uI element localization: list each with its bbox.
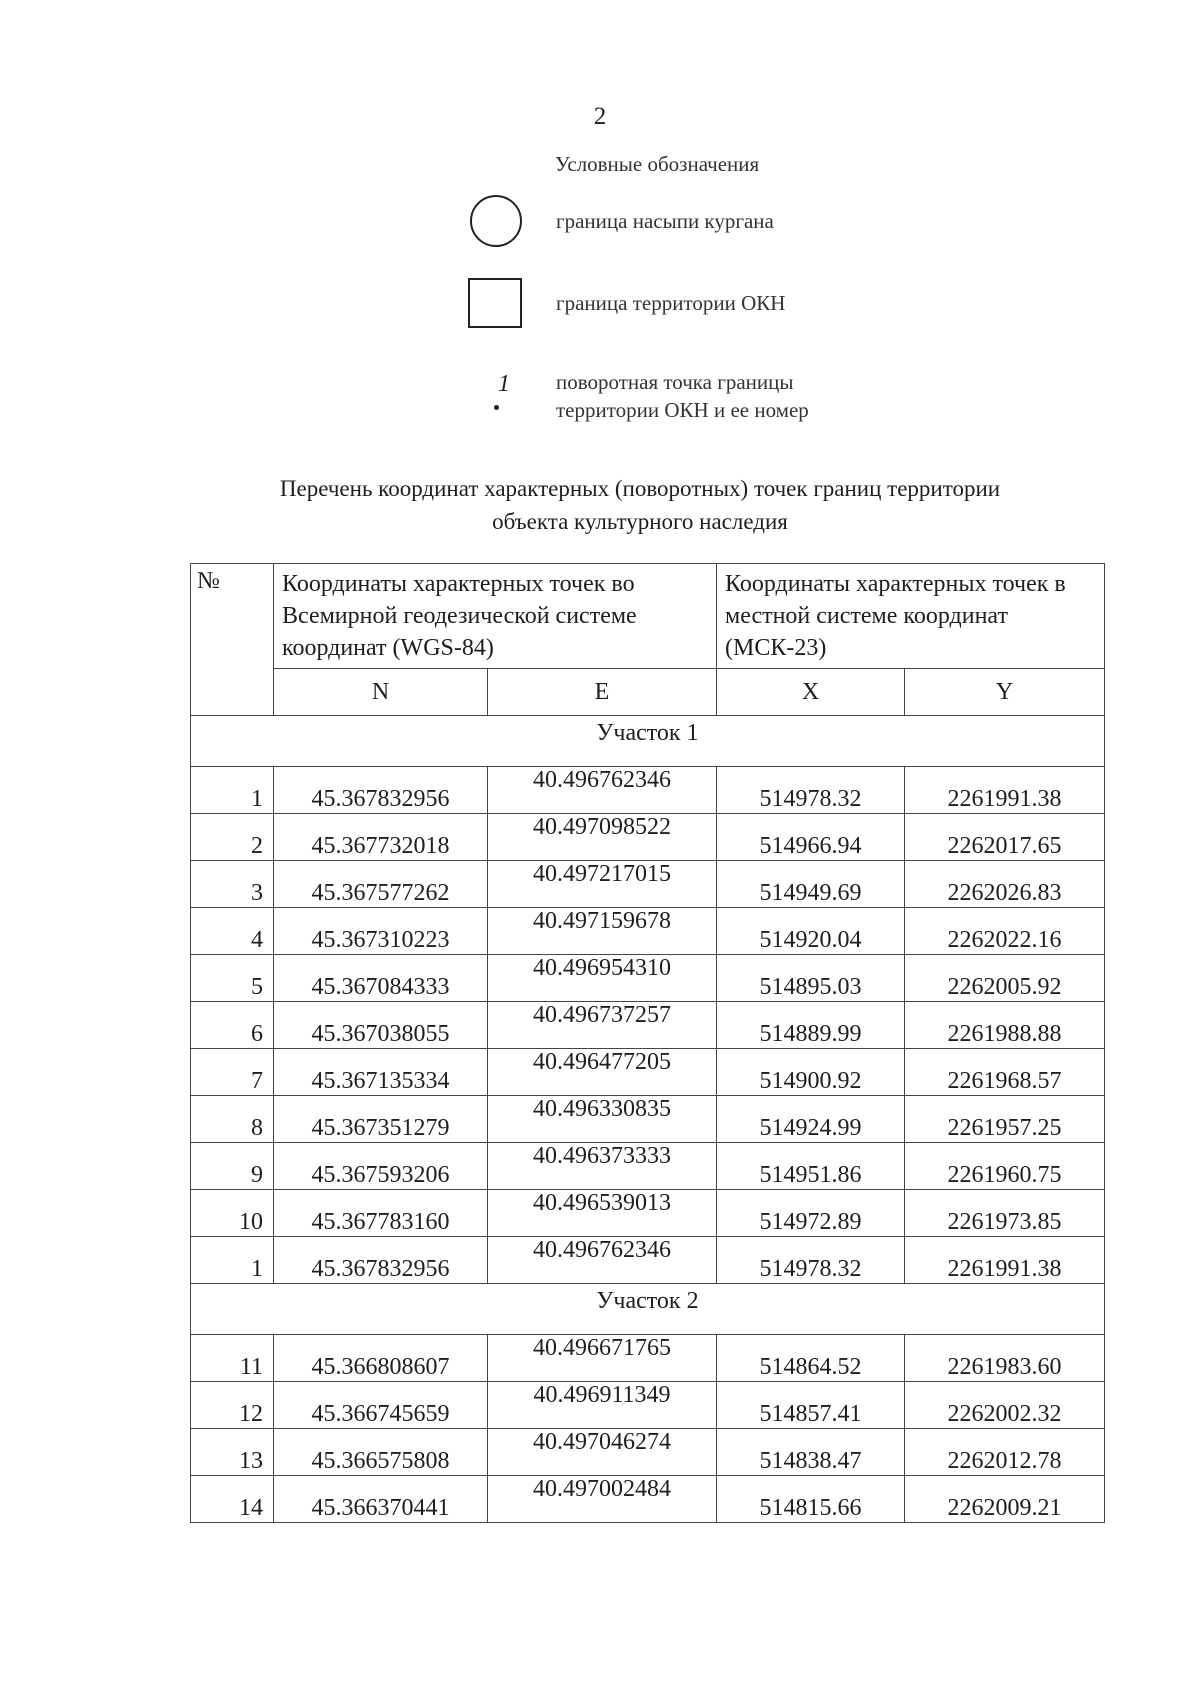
cell-y: 2261991.38 (905, 1237, 1105, 1284)
cell-point-number: 11 (191, 1335, 274, 1382)
cell-x: 514949.69 (717, 861, 905, 908)
point-dot (494, 405, 499, 410)
cell-x: 514924.99 (717, 1096, 905, 1143)
cell-n: 45.367832956 (274, 1237, 488, 1284)
cell-e: 40.496671765 (488, 1335, 717, 1382)
table-row (191, 1237, 1105, 1284)
table-row (191, 814, 1105, 861)
cell-e: 40.497217015 (488, 861, 717, 908)
cell-e: 40.497098522 (488, 814, 717, 861)
cell-n: 45.366808607 (274, 1335, 488, 1382)
table-row (191, 1190, 1105, 1237)
cell-e: 40.496911349 (488, 1382, 717, 1429)
cell-n: 45.367732018 (274, 814, 488, 861)
cell-y: 2261983.60 (905, 1335, 1105, 1382)
cell-y: 2261968.57 (905, 1049, 1105, 1096)
cell-n: 45.367832956 (274, 767, 488, 814)
cell-point-number: 6 (191, 1002, 274, 1049)
cell-y: 2261988.88 (905, 1002, 1105, 1049)
cell-x: 514815.66 (717, 1476, 905, 1523)
cell-x: 514889.99 (717, 1002, 905, 1049)
header-msk23: Координаты характерных точек в местной системе координат (МСК-23) (717, 564, 1105, 669)
cell-x: 514966.94 (717, 814, 905, 861)
table-row (191, 908, 1105, 955)
cell-x: 514864.52 (717, 1335, 905, 1382)
cell-y: 2262026.83 (905, 861, 1105, 908)
cell-x: 514951.86 (717, 1143, 905, 1190)
cell-n: 45.367593206 (274, 1143, 488, 1190)
cell-e: 40.496762346 (488, 767, 717, 814)
cell-point-number: 2 (191, 814, 274, 861)
square-icon (468, 278, 522, 328)
cell-y: 2261991.38 (905, 767, 1105, 814)
cell-point-number: 5 (191, 955, 274, 1002)
section-row (191, 716, 1105, 767)
header-x: X (717, 669, 905, 716)
cell-e: 40.496539013 (488, 1190, 717, 1237)
cell-n: 45.367783160 (274, 1190, 488, 1237)
list-title-line1: Перечень координат характерных (поворотных) точек границ территории (279, 476, 1001, 501)
cell-point-number: 8 (191, 1096, 274, 1143)
table-row (191, 1335, 1105, 1382)
cell-y: 2262009.21 (905, 1476, 1105, 1523)
legend-text (556, 368, 809, 424)
header-y: Y (905, 669, 1105, 716)
cell-point-number: 4 (191, 908, 274, 955)
cell-y: 2262005.92 (905, 955, 1105, 1002)
cell-n: 45.366745659 (274, 1382, 488, 1429)
circle-icon (470, 195, 522, 247)
table-row (191, 767, 1105, 814)
cell-point-number: 12 (191, 1382, 274, 1429)
cell-n: 45.367310223 (274, 908, 488, 955)
cell-y: 2261973.85 (905, 1190, 1105, 1237)
cell-x: 514920.04 (717, 908, 905, 955)
list-title-line2: объекта культурного наследия (492, 509, 788, 534)
cell-point-number: 13 (191, 1429, 274, 1476)
cell-e: 40.496954310 (488, 955, 717, 1002)
table-row (191, 1143, 1105, 1190)
cell-x: 514895.03 (717, 955, 905, 1002)
cell-n: 45.366575808 (274, 1429, 488, 1476)
table-row (191, 1382, 1105, 1429)
turning-point-icon (468, 369, 522, 423)
cell-n: 45.367038055 (274, 1002, 488, 1049)
legend-item-mound-boundary (470, 195, 774, 247)
table-row (191, 955, 1105, 1002)
cell-n: 45.367351279 (274, 1096, 488, 1143)
legend-text: граница территории ОКН (556, 291, 786, 315)
cell-e: 40.497046274 (488, 1429, 717, 1476)
cell-x: 514972.89 (717, 1190, 905, 1237)
cell-n: 45.366370441 (274, 1476, 488, 1523)
legend-text-line2: территории ОКН и ее номер (556, 398, 809, 422)
cell-x: 514838.47 (717, 1429, 905, 1476)
cell-e: 40.496737257 (488, 1002, 717, 1049)
table-row (191, 1429, 1105, 1476)
cell-point-number: 9 (191, 1143, 274, 1190)
legend-item-territory-boundary (468, 278, 785, 328)
section-row (191, 1284, 1105, 1335)
section-title: Участок 1 (191, 716, 1105, 767)
cell-e: 40.496330835 (488, 1096, 717, 1143)
legend-text: граница насыпи кургана (556, 209, 774, 233)
cell-n: 45.367577262 (274, 861, 488, 908)
cell-point-number: 14 (191, 1476, 274, 1523)
cell-point-number: 7 (191, 1049, 274, 1096)
table-row (191, 1002, 1105, 1049)
cell-n: 45.367084333 (274, 955, 488, 1002)
cell-y: 2261957.25 (905, 1096, 1105, 1143)
point-number: 1 (498, 371, 510, 397)
cell-y: 2262022.16 (905, 908, 1105, 955)
cell-n: 45.367135334 (274, 1049, 488, 1096)
cell-x: 514978.32 (717, 767, 905, 814)
coordinates-table (190, 563, 1105, 1523)
header-wgs84: Координаты характерных точек во Всемирной геодезической системе координат (WGS-84) (274, 564, 717, 669)
page-number: 2 (593, 103, 607, 130)
legend-title: Условные обозначения (555, 152, 760, 176)
cell-point-number: 10 (191, 1190, 274, 1237)
table-row (191, 861, 1105, 908)
cell-e: 40.497002484 (488, 1476, 717, 1523)
cell-y: 2262017.65 (905, 814, 1105, 861)
list-title (160, 472, 1120, 538)
cell-e: 40.496762346 (488, 1237, 717, 1284)
header-number: № (191, 564, 274, 716)
header-e: E (488, 669, 717, 716)
header-n: N (274, 669, 488, 716)
cell-x: 514978.32 (717, 1237, 905, 1284)
cell-y: 2262012.78 (905, 1429, 1105, 1476)
table-row (191, 1049, 1105, 1096)
cell-point-number: 1 (191, 767, 274, 814)
table-row (191, 1476, 1105, 1523)
cell-point-number: 3 (191, 861, 274, 908)
cell-x: 514857.41 (717, 1382, 905, 1429)
cell-point-number: 1 (191, 1237, 274, 1284)
cell-e: 40.497159678 (488, 908, 717, 955)
legend-text-line1: поворотная точка границы (556, 370, 794, 394)
cell-y: 2262002.32 (905, 1382, 1105, 1429)
cell-e: 40.496373333 (488, 1143, 717, 1190)
table-body (191, 716, 1105, 1523)
cell-x: 514900.92 (717, 1049, 905, 1096)
cell-y: 2261960.75 (905, 1143, 1105, 1190)
table-row (191, 1096, 1105, 1143)
legend-item-turning-point (468, 368, 809, 424)
cell-e: 40.496477205 (488, 1049, 717, 1096)
section-title: Участок 2 (191, 1284, 1105, 1335)
